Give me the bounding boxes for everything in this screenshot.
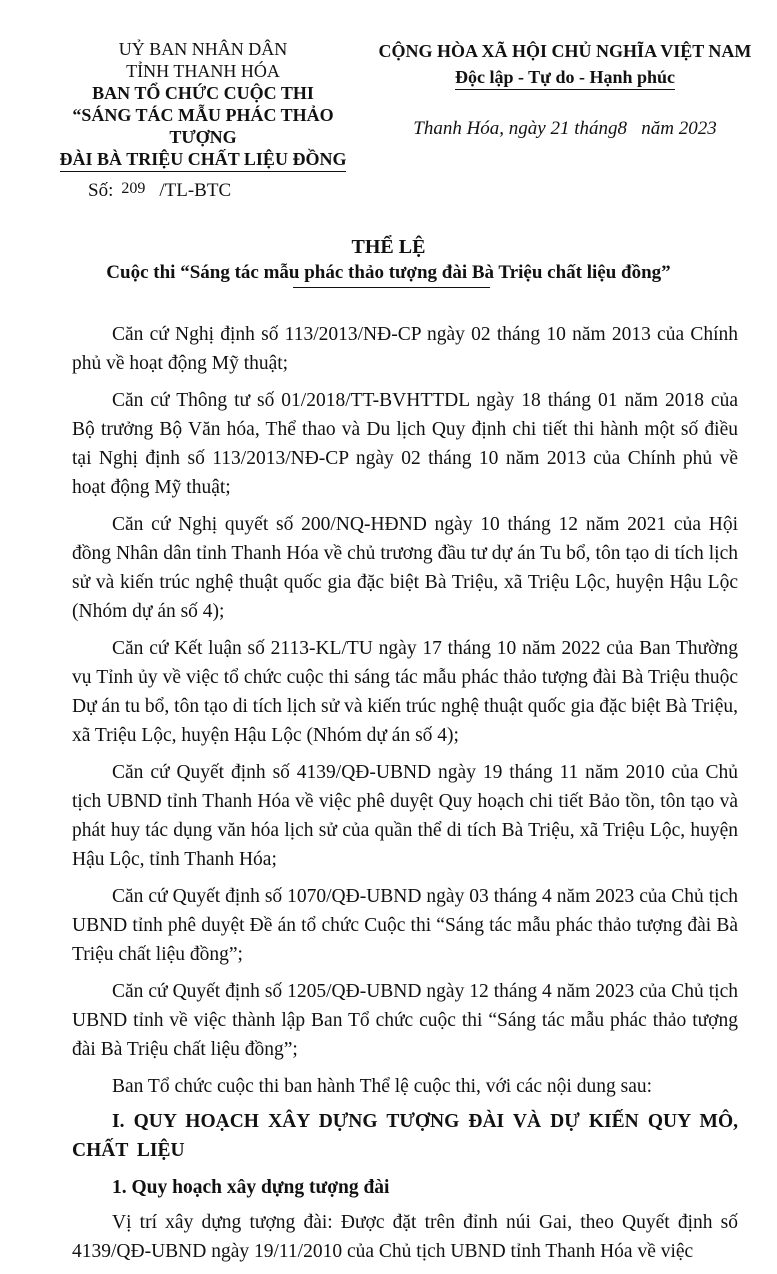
doc-number-value: 209: [121, 180, 146, 197]
subsection-heading: 1. Quy hoạch xây dựng tượng đài: [112, 1177, 390, 1198]
section-heading: I. QUY HOẠCH XÂY DỰNG TƯỢNG ĐÀI VÀ DỰ KIẾN QUY MÔ, CHẤT LIỆU: [72, 1111, 738, 1161]
date-year: năm 2023: [641, 118, 717, 139]
intro-paragraph: Ban Tổ chức cuộc thi ban hành Thể lệ cuộc thi, với các nội dung sau:: [112, 1076, 653, 1097]
legal-basis-paragraph: Căn cứ Nghị quyết số 200/NQ-HĐND ngày 10 tháng 12 năm 2021 của Hội đồng Nhân dân tỉnh Thanh Hóa về chủ trương đầu tư dự án Tu bổ, tôn tạo di tích lịch sử và kiến trúc nghệ thuật quốc gia đặc biệt Bà Triệu, xã Triệu Lộc, huyện Hậu Lộc (Nhóm dự án số 4);: [72, 514, 738, 622]
agency-line-5: ĐÀI BÀ TRIỆU CHẤT LIỆU ĐỒNG: [60, 148, 347, 172]
subtitle-divider: [293, 287, 490, 288]
document-subtitle: Cuộc thi “Sáng tác mẫu phác thảo tượng đài Bà Triệu chất liệu đồng”: [106, 262, 671, 283]
agency-line-2: TỈNH THANH HÓA: [126, 61, 280, 81]
document-number: [88, 180, 231, 202]
legal-basis-paragraph: Căn cứ Quyết định số 4139/QĐ-UBND ngày 19 tháng 11 năm 2010 của Chủ tịch UBND tỉnh Thanh Hóa về việc phê duyệt Quy hoạch chi tiết Bảo tồn, tôn tạo và phát huy tác dụng văn hóa lịch sử của quần thể di tích Bà Triệu, xã Triệu Lộc, huyện Hậu Lộc, tỉnh Thanh Hóa;: [72, 762, 738, 870]
place-and-date: [360, 118, 770, 140]
nation-name: CỘNG HÒA XÃ HỘI CHỦ NGHĨA VIỆT NAM: [378, 41, 752, 61]
legal-basis-paragraph: Căn cứ Nghị định số 113/2013/NĐ-CP ngày 02 tháng 10 năm 2013 của Chính phủ về hoạt động Mỹ thuật;: [72, 324, 738, 374]
date-month: 8: [617, 118, 628, 139]
date-month-label: tháng: [574, 118, 618, 139]
document-title: THỂ LỆ: [351, 236, 426, 258]
national-header: [360, 38, 770, 90]
doc-number-prefix: Số:: [88, 180, 114, 201]
legal-basis-paragraph: Căn cứ Quyết định số 1070/QĐ-UBND ngày 03 tháng 4 năm 2023 của Chủ tịch UBND tỉnh phê duyệt Đề án tổ chức Cuộc thi “Sáng tác mẫu phác thảo tượng đài Bà Triệu chất liệu đồng”;: [72, 886, 738, 965]
national-motto: Độc lập - Tự do - Hạnh phúc: [455, 66, 675, 90]
document-body: [72, 320, 738, 1274]
agency-line-3: BAN TỔ CHỨC CUỘC THI: [92, 83, 314, 103]
legal-basis-paragraph: Căn cứ Thông tư số 01/2018/TT-BVHTTDL ngày 18 tháng 01 năm 2018 của Bộ trưởng Bộ Văn hóa, Thể thao và Du lịch Quy định chi tiết thi hành một số điều tại Nghị định số 113/2013/NĐ-CP ngày 02 tháng 10 năm 2013 của Chính phủ về hoạt động Mỹ thuật;: [72, 390, 738, 498]
doc-number-suffix: /TL-BTC: [159, 180, 232, 201]
issuing-agency-block: [44, 38, 362, 172]
date-day: 21: [550, 118, 570, 139]
document-subtitle-block: [0, 262, 777, 284]
agency-line-1: UỶ BAN NHÂN DÂN: [118, 39, 288, 59]
legal-basis-paragraph: Căn cứ Quyết định số 1205/QĐ-UBND ngày 12 tháng 4 năm 2023 của Chủ tịch UBND tỉnh về việc thành lập Ban Tổ chức cuộc thi “Sáng tác mẫu phác thảo tượng đài Bà Triệu chất liệu đồng”;: [72, 981, 738, 1060]
agency-line-4: “SÁNG TÁC MẪU PHÁC THẢO TƯỢNG: [72, 105, 334, 147]
place-text: Thanh Hóa, ngày: [413, 118, 546, 139]
body-paragraph: Vị trí xây dựng tượng đài: Được đặt trên đỉnh núi Gai, theo Quyết định số 4139/QĐ-UBND ngày 19/11/2010 của Chủ tịch UBND tỉnh Thanh Hóa về việc: [72, 1212, 738, 1262]
legal-basis-paragraph: Căn cứ Kết luận số 2113-KL/TU ngày 17 tháng 10 năm 2022 của Ban Thường vụ Tỉnh ủy về việc tổ chức cuộc thi sáng tác mẫu phác thảo tượng đài Bà Triệu thuộc Dự án tu bổ, tôn tạo di tích lịch sử và kiến trúc nghệ thuật quốc gia đặc biệt Bà Triệu, xã Triệu Lộc, huyện Hậu Lộc (Nhóm dự án số 4);: [72, 638, 738, 746]
